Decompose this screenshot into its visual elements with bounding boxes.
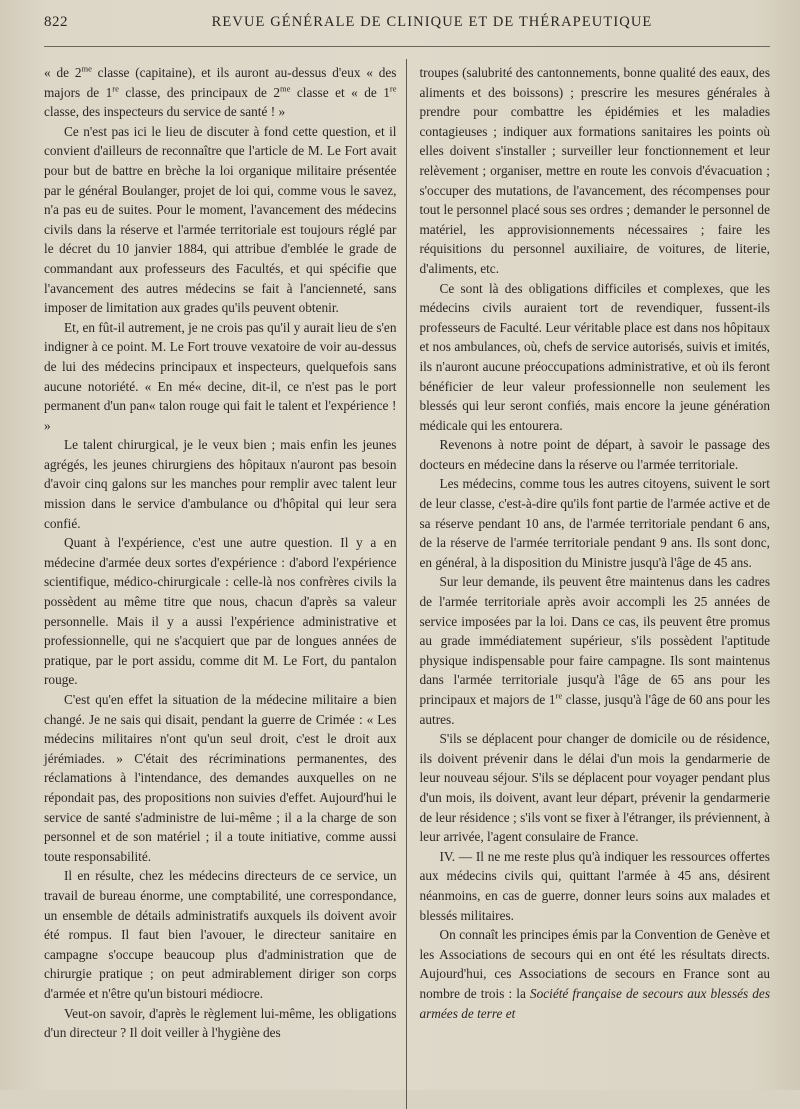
page-header (44, 14, 770, 47)
paragraph: Revenons à notre point de départ, à savoir le passage des docteurs en médecine dans la réserve ou l'armée territoriale. (419, 437, 770, 472)
paragraph: Sur leur demande, ils peuvent être maintenus dans les cadres de l'armée territoriale après avoir accompli les 25 années de service imposées par la loi. Dans ce cas, ils peuvent être promus au grade immédiatement supérieur, s'ils possèdent l'aptitude physique indispensable pour faire campagne. Ils sont maintenus dans l'armée territoriale jusqu'à l'âge de 65 ans pour les principaux et majors de 1re classe, jusqu'à l'âge de 60 ans pour les autres. (419, 574, 770, 727)
page-number: 822 (44, 14, 68, 30)
text-columns (44, 63, 770, 1109)
paragraph: S'ils se déplacent pour changer de domicile ou de résidence, ils doivent prévenir dans le délai d'un mois la gendarmerie de leur nouveau séjour. S'ils se déplacent pour voyager pendant plus d'un mois, ils doivent, avant leur départ, prévenir la gendarmerie de leur résidence ; s'ils vont se fixer à l'étranger, ils préviennent, à leur arrivée, l'agent consulaire de France. (419, 731, 770, 845)
paragraph: Ce sont là des obligations difficiles et complexes, que les médecins civils auraient tort de revendiquer, fussent-ils professeurs de Faculté. Leur véritable place est dans nos hôpitaux et nos ambulances, où, chefs de service autorisés, suivis et imités, ils n'auront aucune préoccupations administrative, et où ils feront bénéficier de leur valeur professionnelle non seulement les blessés qui leur seront confiés, mais encore la jeune génération médicale qui les entourera. (419, 280, 770, 433)
paragraph: « de $2^{me}$ classe (capitaine), et ils auront au-dessus d'eux « des majors de 1re classe, des principaux de $2^{me}$ classe et « de 1re classe, des inspecteurs du service de santé ! » (44, 63, 397, 120)
paragraph: IV. — Il ne me reste plus qu'à indiquer les ressources offertes aux médecins civils qui, quittant l'armée à 45 ans, désirent néanmoins, en cas de guerre, donner leurs soins aux malades et blessés militaires. (419, 848, 770, 923)
running-title: REVUE GÉNÉRALE DE CLINIQUE ET DE THÉRAPEUTIQUE (211, 14, 653, 30)
paragraph: Il en résulte, chez les médecins directeurs de ce service, un travail de bureau énorme, une comptabilité, une correspondance, un ensemble de détails administratifs auxquels ils doivent avoir été rompus. Il faut bien l'avouer, le directeur sanitaire en campagne s'occupe beaucoup plus d'administration que de chirurgie pratique ; on peut admirablement diriger son corps d'armée et n'être qu'un bistouri médiocre. (44, 868, 397, 1001)
paragraph: Ce n'est pas ici le lieu de discuter à fond cette question, et il convient d'ailleurs de reconnaître que l'article de M. Le Fort avait pour but de battre en brèche la loi organique militaire présentée par le général Boulanger, projet de loi qui, comme vous le savez, n'a pas eu de suites. Pour le moment, l'avancement des médecins civils dans la réserve et l'armée territoriale est toujours réglé par le décret du 10 janvier 1884, qui attribue d'emblée le grade de commandant aux professeurs des Facultés, et qui spécifie que l'avancement des autres médecins se fait à l'ancienneté, sans imposer de limitation aux grades qu'ils peuvent obtenir. (44, 123, 397, 316)
right-column (407, 63, 770, 1109)
paragraph: Les médecins, comme tous les autres citoyens, suivent le sort de leur classe, c'est-à-dire qu'ils font partie de l'armée active et de sa réserve pendant 10 ans, de l'armée territoriale pendant 6 ans, de la réserve de l'armée territoriale pendant 9 ans. Ils sont donc, en général, à la disposition du Ministre jusqu'à l'âge de 45 ans. (419, 476, 770, 570)
paragraph: Veut-on savoir, d'après le règlement lui-même, les obligations d'un directeur ? Il doit veiller à l'hygiène des (44, 1005, 397, 1041)
paragraph: Et, en fût-il autrement, je ne crois pas qu'il y aurait lieu de s'en indigner à ce point. M. Le Fort trouve vexatoire de voir au-dessus de lui des médecins principaux et inspecteurs, quelquefois sans aucune notoriété. « En mé« decine, dit-il, ce n'est pas le port permanent d'un pan« talon rouge qui fait le talent et l'expérience ! » (44, 319, 397, 433)
paragraph: On connaît les principes émis par la Convention de Genève et les Associations de secours qui en ont été les résultats directs. Aujourd'hui, ces Associations de secours en France sont au nombre de trois : la Société française de secours aux blessés des armées de terre et (419, 927, 770, 1021)
paragraph: Quant à l'expérience, c'est une autre question. Il y a en médecine d'armée deux sortes d'expérience : d'abord l'expérience scientifique, médico-chirurgicale : celle-là nos confrères civils la possèdent au même titre que nous, chacun d'après sa valeur personnelle. Mais il y a aussi l'expérience administrative et professionnelle, qui ne s'acquiert que par de longues années de pratique, par le port assidu, comme dit M. Le Fort, du pantalon rouge. (44, 535, 397, 688)
left-column (44, 63, 406, 1109)
paragraph: C'est qu'en effet la situation de la médecine militaire a bien changé. Je ne sais qui disait, pendant la guerre de Crimée : « Les médecins militaires n'ont qu'un seul droit, c'est le droit aux jérémiades. » C'était des récriminations permanentes, des réclamations à l'intendance, des demandes auxquelles on ne répondait pas, des propositions non suivies d'effet. Aujourd'hui le service de santé s'administre de lui-même ; il a la charge de son personnel et de son matériel ; il a toute initiative, comme aussi toute responsabilité. (44, 692, 397, 864)
paragraph: Le talent chirurgical, je le veux bien ; mais enfin les jeunes agrégés, les jeunes chirurgiens des hôpitaux n'auront pas besoin d'avoir cinq galons sur les manches pour remplir avec talent leur mission dans le service d'ambulance ou d'hôpital qui leur sera confié. (44, 437, 397, 531)
paragraph: troupes (salubrité des cantonnements, bonne qualité des eaux, des aliments et des boissons) ; prescrire les mesures générales à prendre pour combattre les épidémies et les maladies contagieuses ; indiquer aux formations sanitaires les points où elles doivent s'installer ; surveiller leur fonctionnement et leur relèvement ; organiser, mettre en route les convois d'évacuation ; s'occuper des mutations, de l'avancement, des récompenses pour tout le personnel placé sous ses ordres ; demander le personnel de matériel, les approvisionnements nécessaires ; faire les réquisitions du personnel auxiliaire, de voitures, de literie, d'aliments, etc. (419, 65, 770, 276)
